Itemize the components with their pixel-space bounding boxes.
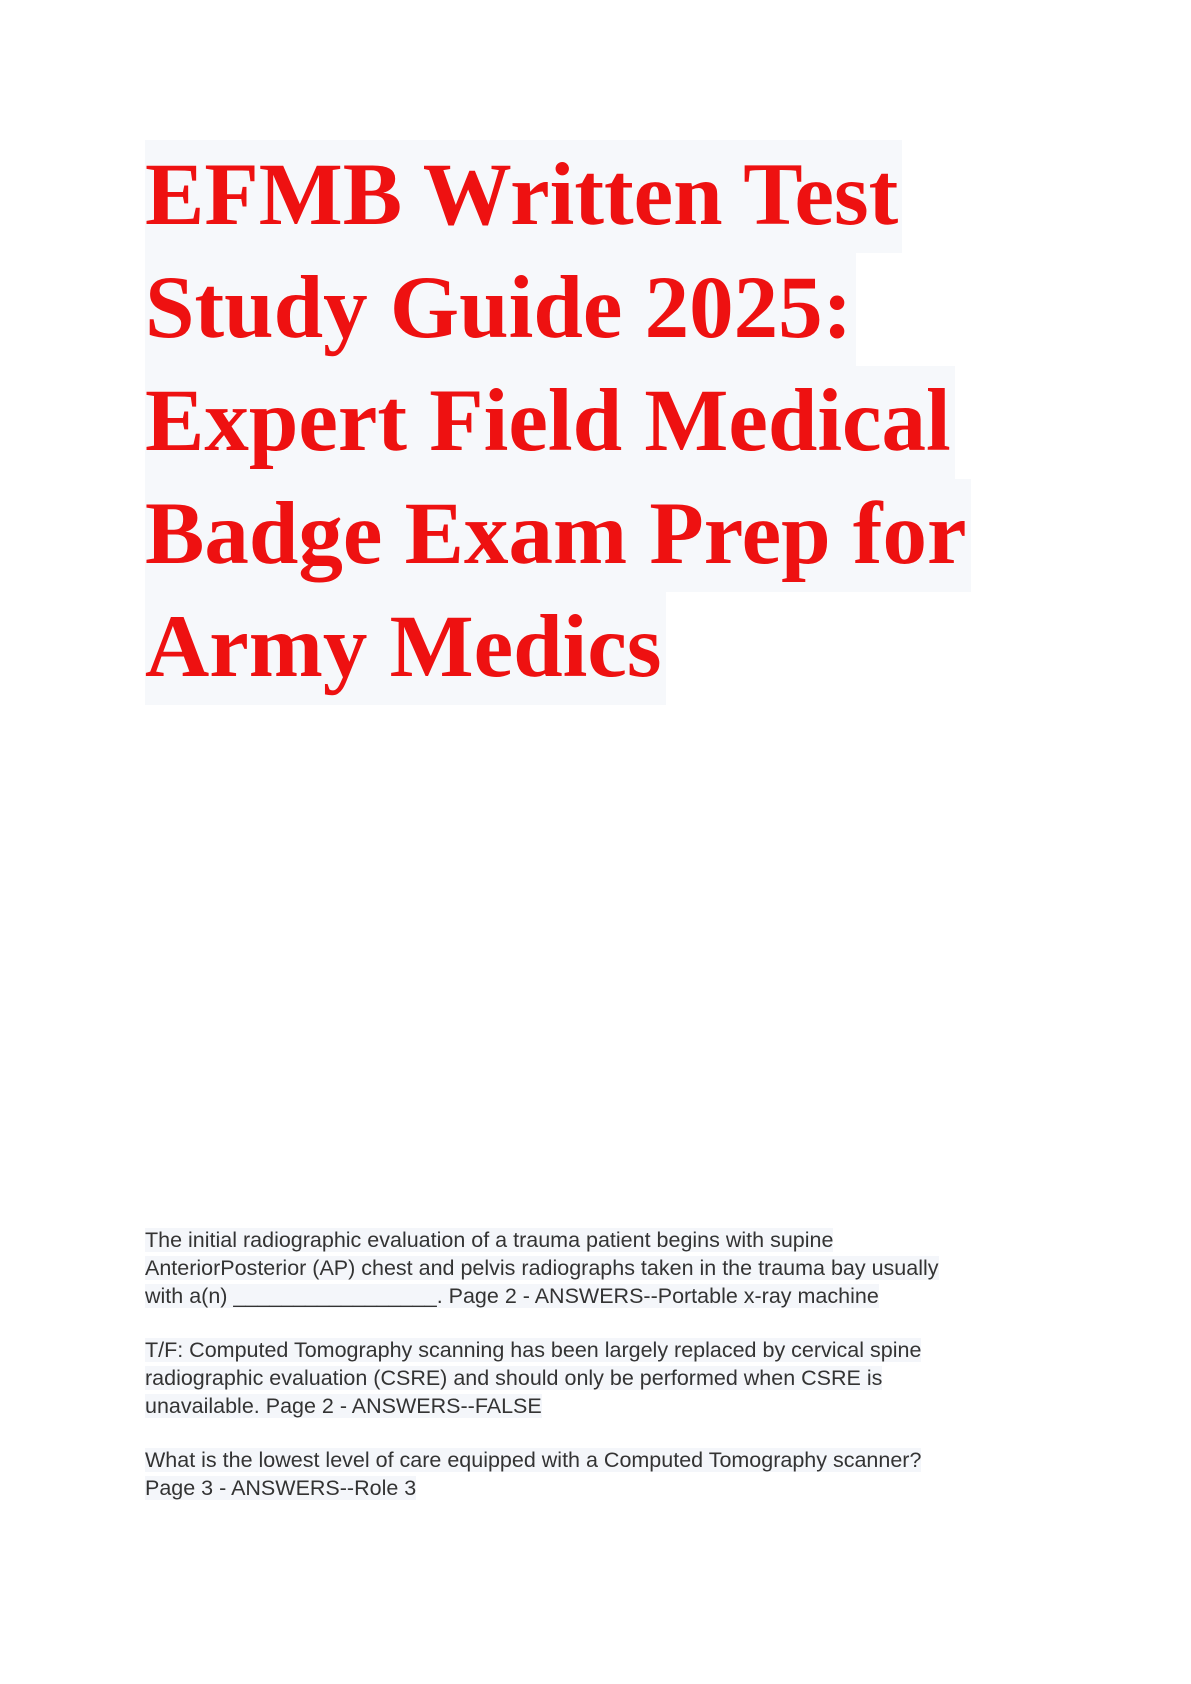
qa-item-1-line-1: The initial radiographic evaluation of a trauma patient begins with supine	[145, 1228, 834, 1252]
qa-item-2-line-3: unavailable. Page 2 - ANSWERS--FALSE	[145, 1394, 542, 1418]
qa-item-2	[145, 1336, 1045, 1420]
qa-item-2-line-1: T/F: Computed Tomography scanning has been largely replaced by cervical spine	[145, 1338, 922, 1362]
qa-item-3-line-1: What is the lowest level of care equipped with a Computed Tomography scanner?	[145, 1448, 922, 1472]
title-line-1: EFMB Written Test	[145, 140, 902, 253]
title-line-5: Army Medics	[145, 592, 666, 705]
title-line-4: Badge Exam Prep for	[145, 479, 971, 592]
qa-item-3-line-2: Page 3 - ANSWERS--Role 3	[145, 1476, 417, 1500]
qa-item-2-line-2: radiographic evaluation (CSRE) and should only be performed when CSRE is	[145, 1366, 883, 1390]
document-title	[145, 140, 1045, 705]
question-answer-list	[145, 1226, 1045, 1528]
qa-item-3	[145, 1446, 1045, 1502]
title-line-2: Study Guide 2025:	[145, 253, 856, 366]
qa-item-1-line-3: with a(n) _________________. Page 2 - ANSWERS--Portable x-ray machine	[145, 1284, 879, 1308]
qa-item-1	[145, 1226, 1045, 1310]
qa-item-1-line-2: AnteriorPosterior (AP) chest and pelvis radiographs taken in the trauma bay usually	[145, 1256, 939, 1280]
title-line-3: Expert Field Medical	[145, 366, 955, 479]
